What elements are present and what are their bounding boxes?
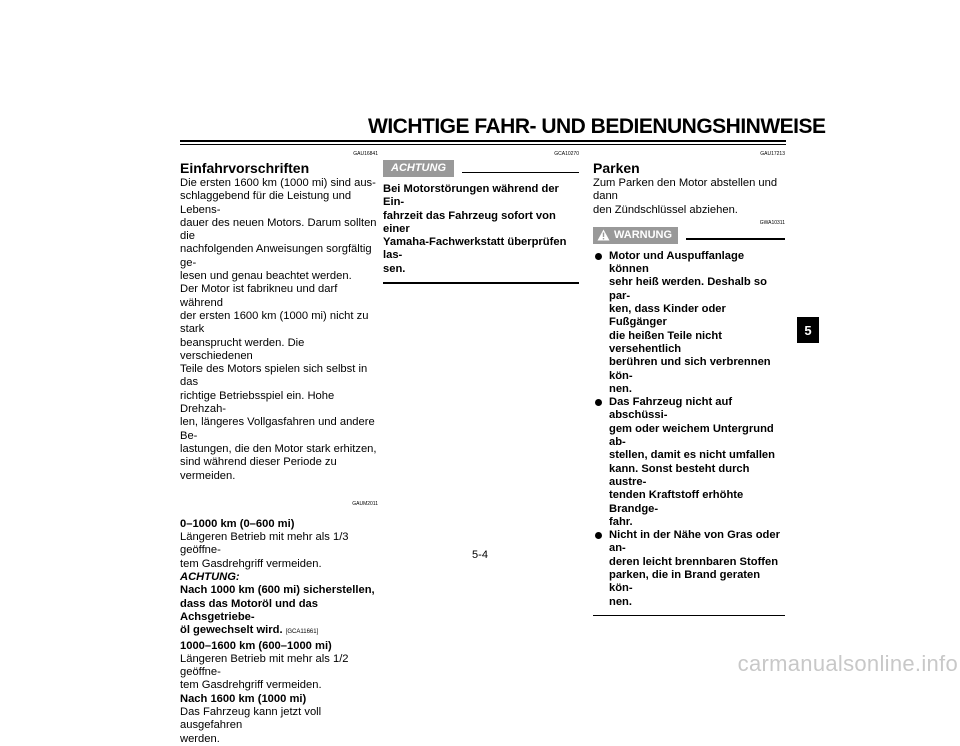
list-item [593,250,785,396]
text-line: fahrzeit das Fahrzeug sofort von einer [383,209,556,235]
text-line: Das Fahrzeug kann jetzt voll ausgefahren [180,705,322,732]
inline-code: [GCA11661] [285,629,319,636]
text-line: Teile des Motors spielen sich selbst in das [180,363,368,389]
bullet-icon [595,532,602,539]
section-code: GWA10311 [759,219,785,226]
warning-triangle-icon [597,229,610,241]
text-line: len, längeres Vollgasfahren und andere Be- [180,416,375,442]
inline-caution-label: ACHTUNG: [180,571,240,584]
text-line: tenden Kraftstoff erhöhte Brandge- [609,489,744,515]
text-line: Die ersten 1600 km (1000 mi) sind aus- [180,177,376,189]
column-caution [383,150,579,284]
text-line: beansprucht werden. Die verschiedenen [180,336,305,362]
text-line: Bei Motorstörungen während der Ein- [383,183,559,209]
text-line: lastungen, die den Motor stark erhitzen, [180,442,377,455]
warning-label: WARNUNG [614,228,673,241]
warning-bullet-list [593,250,785,609]
caution-banner [383,160,579,177]
column-running-in [180,150,378,746]
section-heading-parking: Parken [593,160,640,176]
text-line: Das Fahrzeug nicht auf abschüssi- [609,396,733,422]
caution-text [383,183,579,276]
header-rule-thin [180,144,786,145]
text-fragment: tem Gasdrehgriff vermeiden. [180,557,322,570]
section-code: GAU17213 [760,151,785,157]
running-in-intro [180,177,378,483]
text-line: Längeren Betrieb mit mehr als 1/3 geöffne- [180,531,349,557]
caution-end-rule [383,282,579,284]
page-number: 5-4 [472,549,488,561]
text-line: den Zündschlüssel abziehen. [593,203,738,216]
range-title: 0–1000 km (0–600 mi) [180,517,295,530]
text-line: nen. [609,595,632,608]
text-line: Motor und Auspuffanlage können [609,249,745,276]
text-line: dauer des neuen Motors. Darum sollten die [180,216,377,243]
text-line: die heißen Teile nicht versehentlich [609,329,722,355]
text-line: Längeren Betrieb mit mehr als 1/2 geöffne- [180,652,349,679]
section-code: GCA10270 [554,151,579,157]
text-line [180,558,378,585]
text-line: ken, dass Kinder oder Fußgänger [609,303,726,329]
text-line: richtige Betriebsspiel ein. Hohe Drehzah- [180,389,335,416]
caution-rule [462,172,579,174]
range-title: Nach 1600 km (1000 mi) [180,692,307,705]
watermark: carmanualsonline.info [737,651,958,676]
text-line: nachfolgenden Anweisungen sorgfältig ge- [180,243,372,269]
text-line: kann. Sonst besteht durch austre- [609,462,750,488]
list-item [593,396,785,529]
column-parking [593,150,785,616]
warning-label-box [593,227,678,244]
text-line: deren leicht brennbaren Stoffen [609,555,779,568]
text-line: nen. [609,382,632,395]
warning-banner [593,227,785,244]
text-line: sen. [383,262,406,275]
section-code: GAU16841 [353,151,378,157]
text-line: berühren und sich verbrennen kön- [609,356,771,382]
text-line: Nach 1000 km (600 mi) sicherstellen, [180,584,375,597]
running-in-schedule [180,518,378,746]
text-line: fahr. [609,515,633,528]
list-item [593,529,785,609]
text-line: schlaggebend für die Leistung und Lebens- [180,190,352,216]
text-line: lesen und genau beachtet werden. [180,270,352,283]
text-line: stellen, damit es nicht umfallen [609,449,775,462]
range-title: 1000–1600 km (600–1000 mi) [180,639,332,652]
text-line: werden. [180,732,220,745]
text-fragment: öl gewechselt wird. [180,624,283,637]
text-line: Der Motor ist fabrikneu und darf während [180,283,338,309]
text-line: Nicht in der Nähe von Gras oder an- [609,529,780,555]
text-line: sind während dieser Periode zu vermeiden. [180,456,337,482]
text-line: tem Gasdrehgriff vermeiden. [180,679,322,692]
text-line: sehr heiß werden. Deshalb so par- [609,276,767,302]
bullet-icon [595,253,602,260]
text-line [180,624,378,639]
warning-end-rule [593,615,785,617]
section-code: GAUM2011 [352,500,378,507]
text-line: parken, die in Brand geraten kön- [609,569,761,595]
header-rule [180,140,786,142]
text-line: dass das Motoröl und das Achsgetriebe- [180,597,318,623]
text-line: gem oder weichem Untergrund ab- [609,422,774,449]
text-line: Yamaha-Fachwerkstatt überprüfen las- [383,236,567,262]
page-header-title: WICHTIGE FAHR- UND BEDIENUNGSHINWEISE [368,115,826,138]
caution-label: ACHTUNG [383,160,454,177]
warning-rule [686,238,785,240]
section-heading-running-in: Einfahrvorschriften [180,160,310,176]
chapter-tab: 5 [797,317,819,343]
text-line: der ersten 1600 km (1000 mi) nicht zu stark [180,309,369,336]
text-line: Zum Parken den Motor abstellen und dann [593,177,778,203]
bullet-icon [595,399,602,406]
